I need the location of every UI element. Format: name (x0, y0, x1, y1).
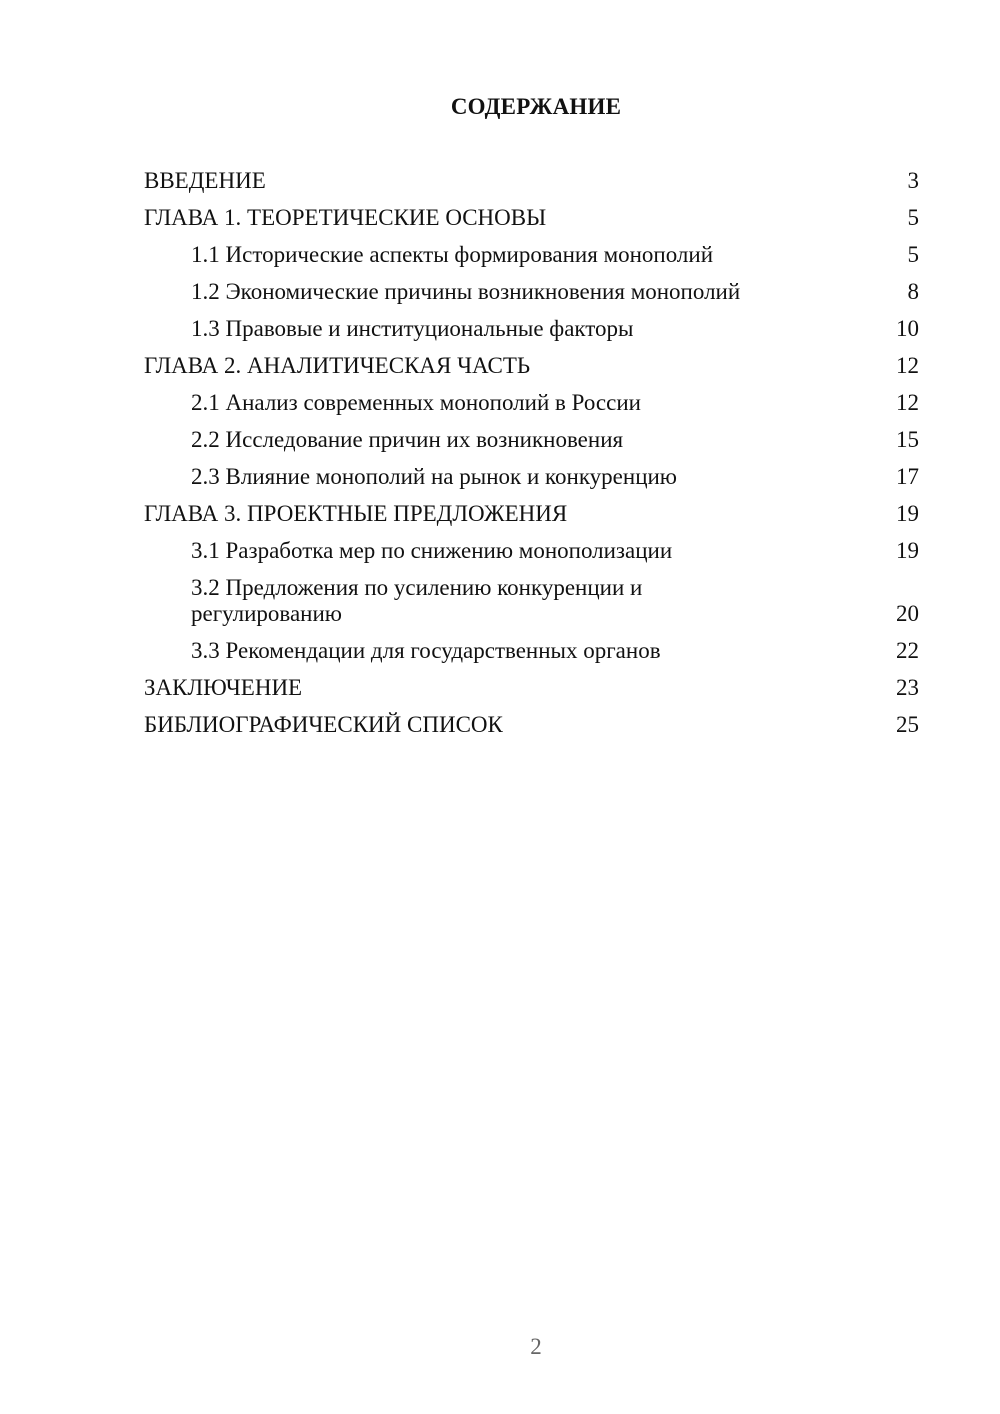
toc-entry-page: 12 (896, 353, 919, 378)
toc-entry-introduction[interactable] (144, 168, 919, 194)
toc-entry-page: 8 (907, 279, 919, 304)
toc-entry-bibliography[interactable] (144, 712, 919, 738)
page-number: 2 (530, 1334, 542, 1359)
toc-entry-section-1-1[interactable] (144, 242, 919, 268)
toc-entry-section-3-3[interactable] (144, 638, 919, 664)
toc-entry-page: 10 (896, 316, 919, 341)
toc-entry-label: 1.2 Экономические причины возникновения монополий (191, 279, 741, 304)
toc-entry-page: 20 (896, 601, 919, 626)
toc-entry-section-2-2[interactable] (144, 427, 919, 453)
toc-entry-page: 23 (896, 675, 919, 700)
toc-entry-section-2-1[interactable] (144, 390, 919, 416)
toc-entry-page: 12 (896, 390, 919, 415)
toc-entry-label: ГЛАВА 1. ТЕОРЕТИЧЕСКИЕ ОСНОВЫ (144, 205, 547, 230)
toc-entry-section-1-3[interactable] (144, 316, 919, 342)
toc-entry-label: ЗАКЛЮЧЕНИЕ (144, 675, 303, 700)
toc-entry-chapter-1[interactable] (144, 205, 919, 231)
toc-entry-label: 2.2 Исследование причин их возникновения (191, 427, 624, 452)
toc-entry-label: 3.2 Предложения по усилению конкуренции и регулированию (191, 575, 643, 626)
toc-entry-section-3-2[interactable] (144, 575, 919, 627)
toc-entry-label: 1.1 Исторические аспекты формирования монополий (191, 242, 714, 267)
toc-entry-chapter-2[interactable] (144, 353, 919, 379)
toc-entry-label: 2.3 Влияние монополий на рынок и конкуренцию (191, 464, 677, 489)
toc-entry-page: 19 (896, 501, 919, 526)
toc-entry-page: 15 (896, 427, 919, 452)
toc-entry-chapter-3[interactable] (144, 501, 919, 527)
toc-entry-label: ГЛАВА 2. АНАЛИТИЧЕСКАЯ ЧАСТЬ (144, 353, 531, 378)
toc-entry-conclusion[interactable] (144, 675, 919, 701)
toc-entry-page: 19 (896, 538, 919, 563)
toc-entry-section-2-3[interactable] (144, 464, 919, 490)
toc-entry-page: 5 (907, 205, 919, 230)
toc-entry-section-3-1[interactable] (144, 538, 919, 564)
toc-entry-label: БИБЛИОГРАФИЧЕСКИЙ СПИСОК (144, 712, 503, 737)
toc-entry-label: 1.3 Правовые и институциональные факторы (191, 316, 634, 341)
toc-entry-label: 3.3 Рекомендации для государственных органов (191, 638, 661, 663)
toc-entry-label: 3.1 Разработка мер по снижению монополизации (191, 538, 673, 563)
toc-entry-page: 3 (907, 168, 919, 193)
toc-entry-page: 25 (896, 712, 919, 737)
toc-entry-label: ВВЕДЕНИЕ (144, 168, 266, 193)
toc-entry-label: ГЛАВА 3. ПРОЕКТНЫЕ ПРЕДЛОЖЕНИЯ (144, 501, 568, 526)
toc-entry-label: 2.1 Анализ современных монополий в России (191, 390, 641, 415)
table-of-contents (144, 168, 919, 749)
toc-entry-section-1-2[interactable] (144, 279, 919, 305)
toc-entry-page: 22 (896, 638, 919, 663)
page-title: СОДЕРЖАНИЕ (450, 94, 622, 119)
toc-entry-page: 17 (896, 464, 919, 489)
toc-entry-page: 5 (907, 242, 919, 267)
